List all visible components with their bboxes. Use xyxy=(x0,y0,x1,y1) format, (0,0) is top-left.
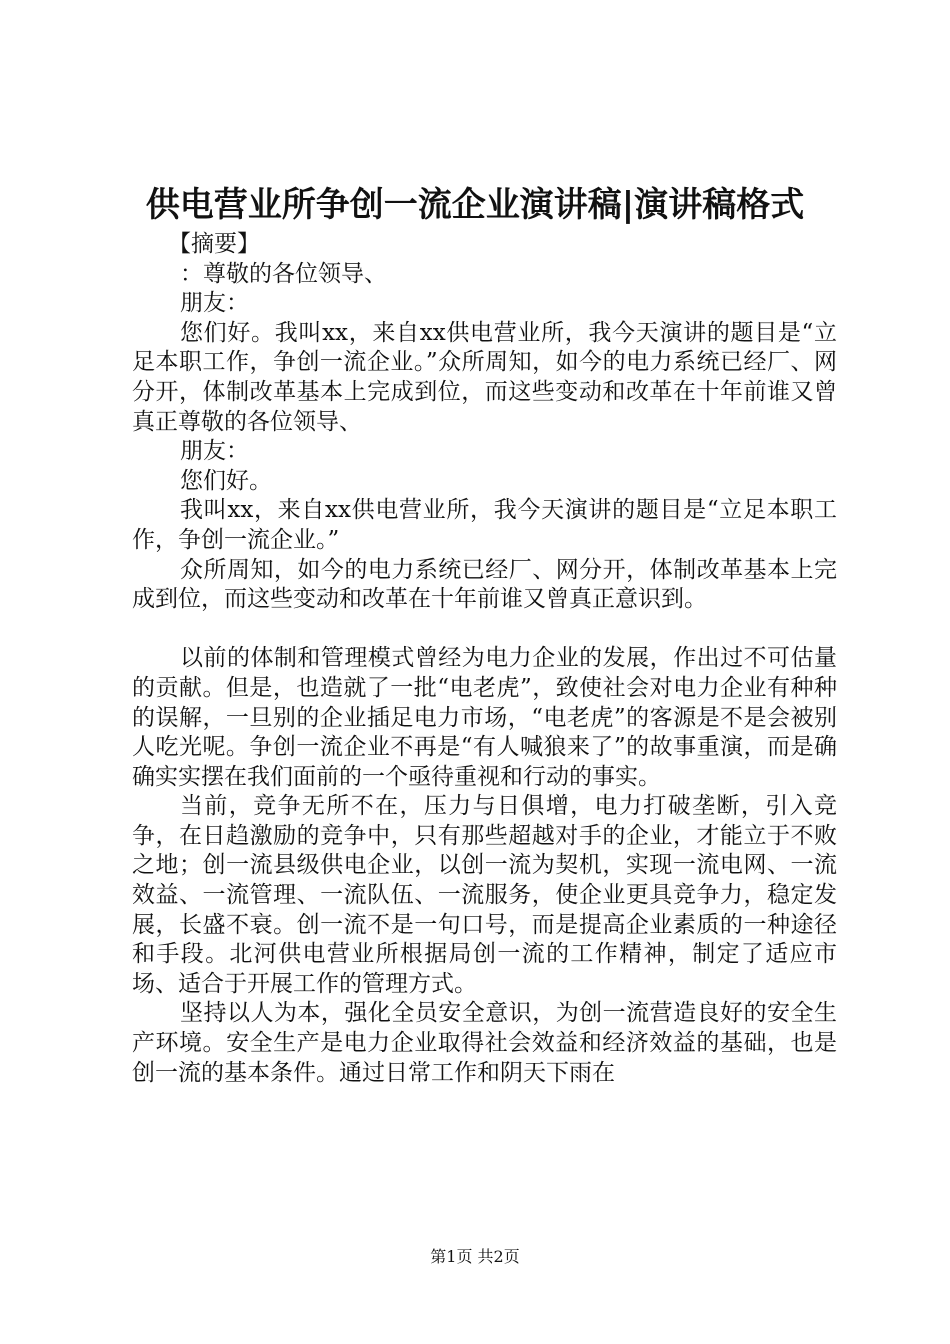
document-title: 供电营业所争创一流企业演讲稿|演讲稿格式 xyxy=(145,185,805,225)
paragraph: 以前的体制和管理模式曾经为电力企业的发展，作出过不可估量的贡献。但是，也造就了一批“电老虎”，致使社会对电力企业有种种的误解，一旦别的企业插足电力市场，“电老虎”的客源是不是会被别人吃光呢。争创一流企业不再是“有人喊狼来了”的故事重演，而是确确实实摆在我们面前的一个亟待重视和行动的事实。 xyxy=(132,645,837,790)
abstract-heading: 【摘要】 xyxy=(168,231,260,257)
paragraph: 您们好。 xyxy=(180,467,272,494)
page-number-footer: 第1页 共2页 xyxy=(430,1247,520,1266)
paragraph: 您们好。我叫xx，来自xx供电营业所，我今天演讲的题目是“立足本职工作，争创一流企业。”众所周知，如今的电力系统已经厂、网分开，体制改革基本上完成到位，而这些变动和改革在十年前谁又曾真正尊敬的各位领导、 xyxy=(132,319,837,435)
document-body xyxy=(132,230,837,1088)
paragraph: 朋友： xyxy=(180,438,249,465)
paragraph: ：尊敬的各位领导、 xyxy=(180,260,387,287)
paragraph: 坚持以人为本，强化全员安全意识，为创一流营造良好的安全生产环境。安全生产是电力企业取得社会效益和经济效益的基础，也是创一流的基本条件。通过日常工作和阴天下雨在 xyxy=(132,1000,837,1086)
paragraph: 众所周知，如今的电力系统已经厂、网分开，体制改革基本上完成到位，而这些变动和改革在十年前谁又曾真正意识到。 xyxy=(132,556,837,613)
paragraph: 当前，竞争无所不在，压力与日俱增，电力打破垄断，引入竞争，在日趋激励的竞争中，只有那些超越对手的企业，才能立于不败之地；创一流县级供电企业，以创一流为契机，实现一流电网、一流效益、一流管理、一流队伍、一流服务，使企业更具竞争力，稳定发展，长盛不衰。创一流不是一句口号，而是提高企业素质的一种途径和手段。北河供电营业所根据局创一流的工作精神，制定了适应市场、适合于开展工作的管理方式。 xyxy=(132,793,837,997)
paragraph: 我叫xx，来自xx供电营业所，我今天演讲的题目是“立足本职工作，争创一流企业。” xyxy=(132,497,837,553)
paragraph: 朋友： xyxy=(180,290,249,317)
